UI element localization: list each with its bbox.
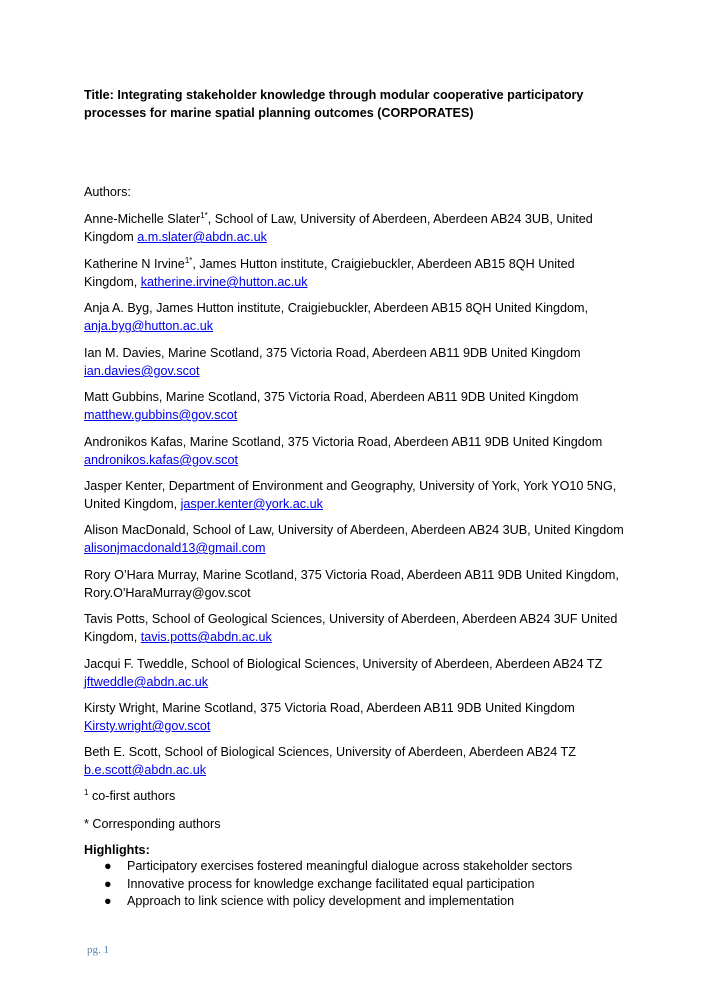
author-affiliation: , James Hutton institute, Craigiebuckler, Aberdeen AB15 8QH United Kingdom, — [84, 257, 575, 289]
author-entry — [84, 344, 624, 380]
author-entry — [84, 299, 624, 335]
author-email-link[interactable]: alisonjmacdonald13@gmail.com — [84, 541, 266, 555]
highlights-list — [84, 858, 644, 911]
author-affiliation: , School of Law, University of Aberdeen, Aberdeen AB24 3UB, United Kingdom — [185, 523, 624, 537]
author-entry — [84, 566, 624, 602]
highlights-heading — [84, 841, 150, 859]
author-name: Alison MacDonald — [84, 523, 186, 537]
author-affiliation: , School of Biological Sciences, University of Aberdeen, Aberdeen AB24 TZ — [157, 745, 576, 759]
title-text: Integrating stakeholder knowledge through modular cooperative participatory processes for marine spatial planning outcomes (CORPORATES) — [84, 88, 584, 120]
author-email-link[interactable]: jftweddle@abdn.ac.uk — [84, 675, 209, 689]
author-name: Matt Gubbins — [84, 390, 159, 404]
highlight-item — [84, 876, 644, 894]
author-affiliation: , School of Biological Sciences, University of Aberdeen, Aberdeen AB24 TZ — [183, 657, 603, 671]
author-sup: 1* — [200, 210, 208, 220]
author-entry — [84, 655, 624, 691]
cofirst-sup: 1 — [84, 787, 89, 797]
author-entry — [84, 433, 624, 469]
author-email-link[interactable]: Kirsty.wright@gov.scot — [84, 719, 211, 733]
author-name: Ian M. Davies — [84, 346, 161, 360]
author-sup: 1* — [184, 255, 193, 265]
highlights-colon: : — [145, 843, 150, 857]
author-email-link[interactable]: b.e.scott@abdn.ac.uk — [84, 763, 207, 777]
author-name: Beth E. Scott — [84, 745, 158, 759]
author-entry — [84, 521, 624, 557]
author-name: Anja A. Byg — [84, 301, 150, 315]
author-entry — [84, 255, 624, 291]
author-entry — [84, 610, 624, 646]
cofirst-text: co-first authors — [88, 789, 176, 803]
author-email-link[interactable]: anja.byg@hutton.ac.uk — [84, 319, 214, 333]
paper-title: Title: Integrating stakeholder knowledge through modular cooperative participatory processes for marine spatial planning outcomes (CORPORATES) — [84, 88, 584, 120]
author-email-link[interactable]: matthew.gubbins@gov.scot — [84, 408, 238, 422]
bullet-icon: ● — [104, 894, 112, 908]
title-label: Title — [84, 88, 110, 102]
author-affiliation: , Department of Environment and Geography, University of York, York YO10 5NG, United Kingdom, — [84, 479, 617, 511]
corresponding-authors-note: * Corresponding authors — [84, 817, 221, 831]
author-email-link[interactable]: jasper.kenter@york.ac.uk — [180, 497, 323, 511]
author-affiliation: , School of Law, University of Aberdeen, Aberdeen AB24 3UB, United Kingdom — [84, 212, 593, 244]
bullet-icon: ● — [104, 876, 112, 891]
cofirst-authors-note — [84, 787, 175, 805]
author-entry — [84, 699, 624, 735]
author-name: Jacqui F. Tweddle — [84, 657, 184, 671]
author-entry — [84, 477, 624, 513]
author-entry — [84, 388, 624, 424]
author-name: Jasper Kenter — [84, 479, 162, 493]
highlight-text: Approach to link science with policy development and implementation — [127, 894, 515, 908]
highlight-text: Participatory exercises fostered meaningful dialogue across stakeholder sectors — [127, 859, 573, 873]
author-affiliation: , School of Geological Sciences, University of Aberdeen, Aberdeen AB24 3UF United Kingdom, — [84, 612, 618, 644]
bullet-icon: ● — [104, 859, 112, 873]
page-number-footer: pg. 1 — [87, 944, 109, 956]
author-affiliation: , Marine Scotland, 375 Victoria Road, Aberdeen AB11 9DB United Kingdom — [155, 701, 575, 715]
author-entry — [84, 210, 624, 246]
highlight-item — [84, 858, 644, 876]
author-email-link[interactable]: katherine.irvine@hutton.ac.uk — [140, 275, 308, 289]
author-email-link[interactable]: andronikos.kafas@gov.scot — [84, 453, 238, 467]
highlight-item — [84, 893, 644, 911]
author-entry — [84, 743, 624, 779]
author-affiliation: , Marine Scotland, 375 Victoria Road, Aberdeen AB11 9DB United Kingdom — [161, 346, 581, 360]
authors-heading: Authors: — [84, 185, 131, 199]
author-email-link[interactable]: ian.davies@gov.scot — [84, 364, 200, 378]
author-name: Katherine N Irvine — [84, 257, 185, 271]
highlight-text: Innovative process for knowledge exchange facilitated equal participation — [127, 876, 535, 891]
author-name: Rory O’Hara Murray — [84, 568, 196, 582]
author-affiliation: , Marine Scotland, 375 Victoria Road, Aberdeen AB11 9DB United Kingdom, Rory.O'HaraMurray@gov.scot — [84, 568, 619, 600]
author-name: Andronikos Kafas — [84, 435, 183, 449]
author-email-link[interactable]: a.m.slater@abdn.ac.uk — [137, 230, 267, 244]
author-email-link[interactable]: tavis.potts@abdn.ac.uk — [140, 630, 272, 644]
author-affiliation: , Marine Scotland, 375 Victoria Road, Aberdeen AB11 9DB United Kingdom — [158, 390, 579, 404]
highlights-heading-text: Highlights — [84, 843, 146, 857]
author-affiliation: , James Hutton institute, Craigiebuckler, Aberdeen AB15 8QH United Kingdom, — [149, 301, 589, 315]
author-name: Kirsty Wright — [84, 701, 156, 715]
author-name: Anne-Michelle Slater — [84, 212, 201, 226]
author-affiliation: , Marine Scotland, 375 Victoria Road, Aberdeen AB11 9DB United Kingdom — [182, 435, 603, 449]
author-name: Tavis Potts — [84, 612, 145, 626]
